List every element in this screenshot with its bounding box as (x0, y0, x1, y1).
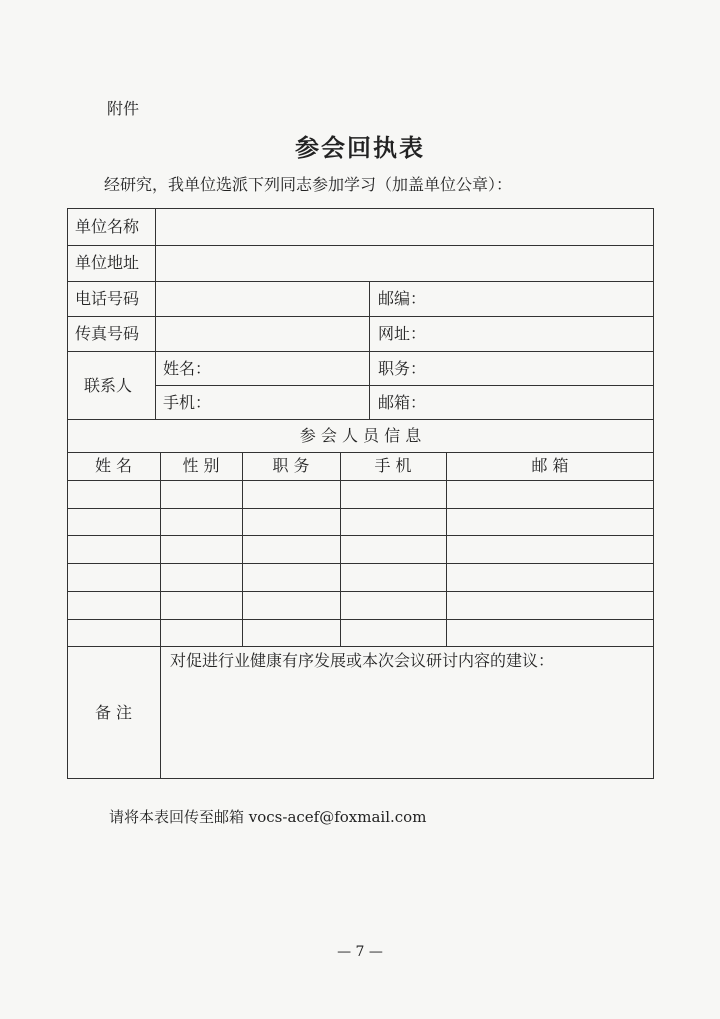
contact-label: 联系人 (84, 376, 133, 395)
row-divider (67, 419, 654, 420)
page-title: 参会回执表 (295, 133, 425, 162)
row-divider (67, 452, 654, 453)
col-divider (155, 208, 156, 419)
row-divider (67, 508, 654, 509)
column-header-name: 姓 名 (94, 456, 133, 475)
attachment-label: 附件 (107, 99, 140, 118)
unit-name-label: 单位名称 (75, 217, 140, 236)
return-instructions: 请将本表回传至邮箱 vocs-acef@foxmail.com (109, 808, 427, 826)
row-divider (67, 480, 654, 481)
column-header-gender: 性 别 (182, 456, 220, 475)
phone-label: 电话号码 (75, 289, 140, 308)
row-divider (67, 563, 654, 564)
col-divider (242, 452, 243, 646)
col-divider (446, 452, 447, 646)
column-header-email: 邮 箱 (531, 456, 569, 475)
column-header-mobile: 手 机 (374, 456, 412, 475)
contact-mobile-label: 手机： (163, 393, 212, 412)
col-divider (369, 281, 370, 419)
contact-name-label: 姓名： (163, 359, 212, 378)
row-divider (67, 591, 654, 592)
row-divider (67, 535, 654, 536)
contact-title-label: 职务： (378, 359, 427, 378)
notes-prompt: 对促进行业健康有序发展或本次会议研讨内容的建议： (170, 651, 555, 670)
column-header-position: 职 务 (272, 456, 310, 475)
row-divider (155, 385, 654, 386)
fax-label: 传真号码 (75, 324, 140, 343)
postcode-label: 邮编： (378, 289, 427, 308)
col-divider (340, 452, 341, 646)
website-label: 网址： (378, 324, 427, 343)
row-divider (67, 619, 654, 620)
row-divider (67, 646, 654, 647)
notes-label: 备 注 (94, 703, 133, 722)
attendees-section-label: 参 会 人 员 信 息 (299, 426, 422, 445)
unit-address-label: 单位地址 (75, 253, 140, 272)
intro-text: 经研究，我单位选派下列同志参加学习（加盖单位公章）： (104, 175, 513, 194)
contact-email-label: 邮箱： (378, 393, 427, 412)
page-number: — 7 — (337, 944, 383, 960)
col-divider (160, 452, 161, 779)
